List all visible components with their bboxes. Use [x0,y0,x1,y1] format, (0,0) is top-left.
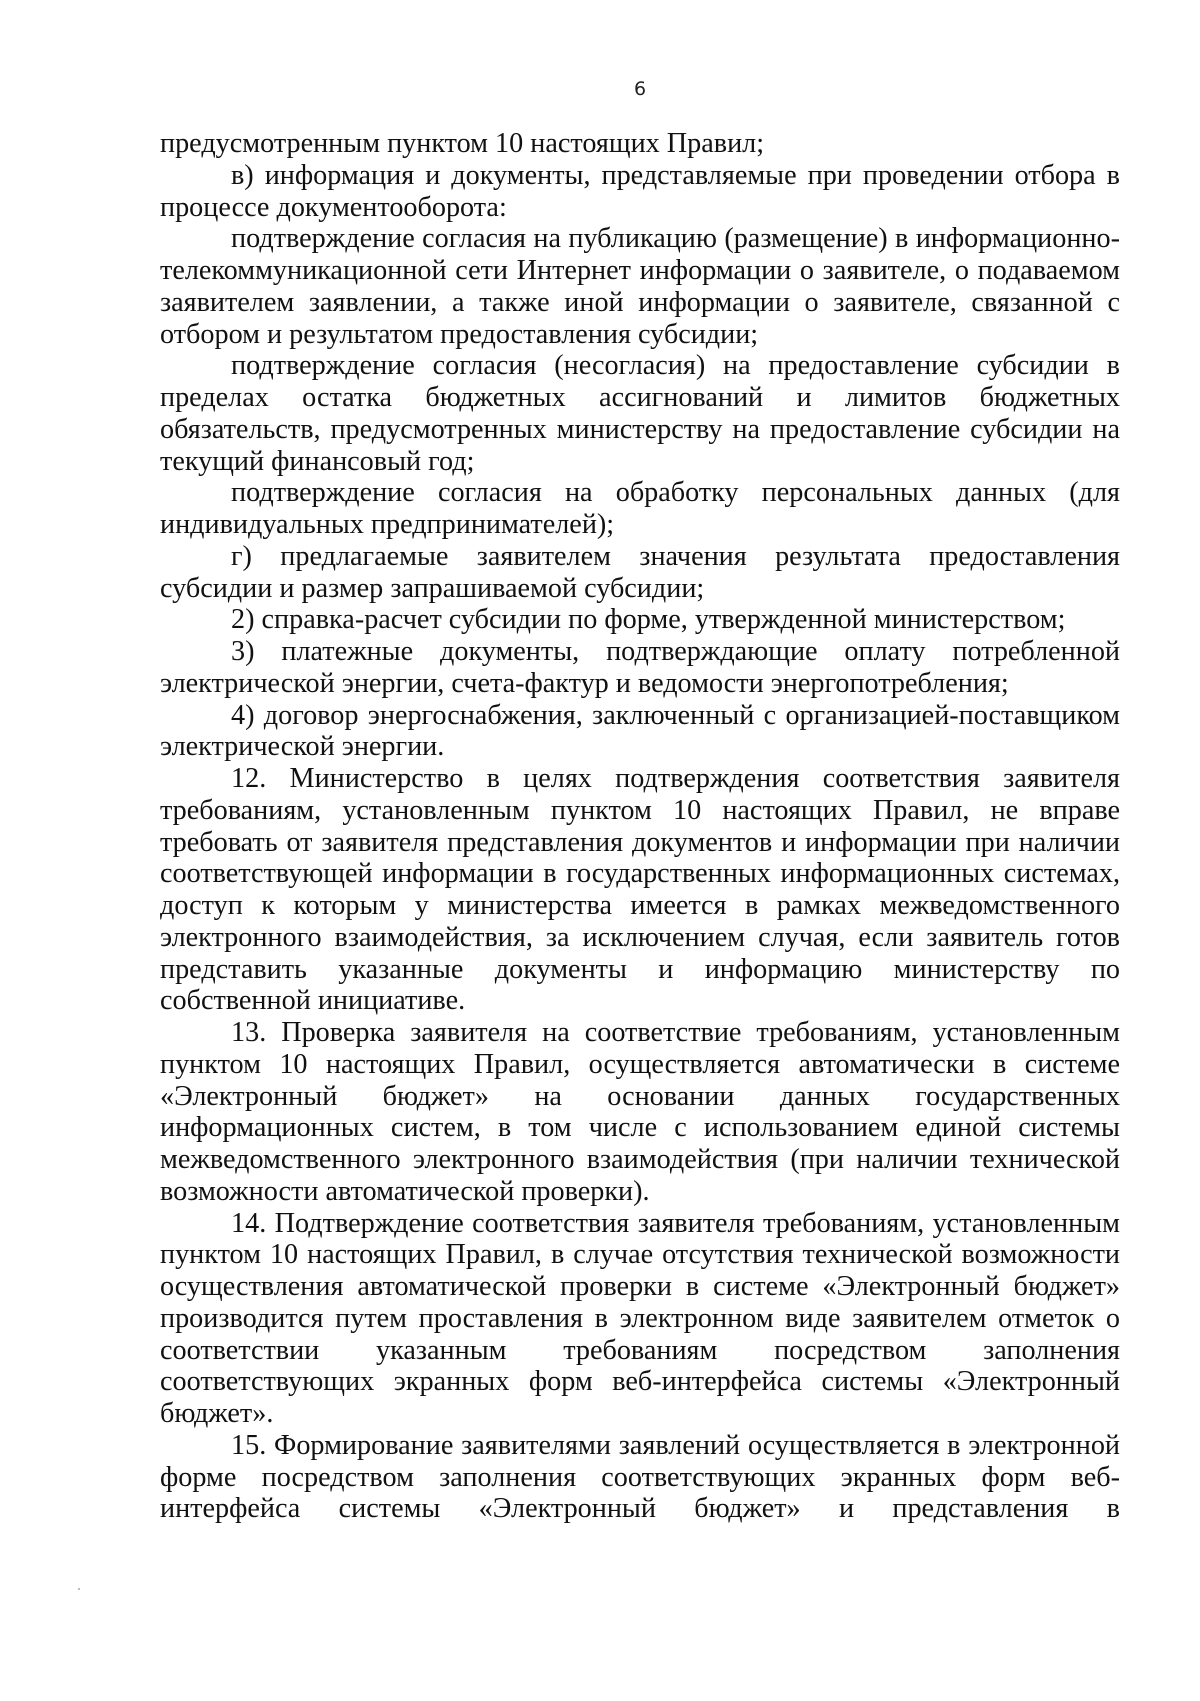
paragraph-item-4: 4) договор энергоснабжения, заключенный с организацией-поставщиком электрической энергии. [160,699,1120,763]
paragraph-consent-publication: подтверждение согласия на публикацию (размещение) в информационно-телекоммуникационной сети Интернет информации о заявителе, о подаваемом заявителем заявлении, а также иной информации о заявителе, связанной с отбором и результатом предоставления субсидии; [160,223,1120,350]
paragraph-clause-14: 14. Подтверждение соответствия заявителя требованиям, установленным пунктом 10 настоящих Правил, в случае отсутствия технической возможности осуществления автоматической проверки в системе «Электронный бюджет» производится путем проставления в электронном виде заявителем отметок о соответствии указанным требованиям посредством заполнения соответствующих экранных форм веб-интерфейса системы «Электронный бюджет». [160,1207,1120,1429]
paragraph-consent-subsidy: подтверждение согласия (несогласия) на предоставление субсидии в пределах остатка бюджетных ассигнований и лимитов бюджетных обязательств, предусмотренных министерству на предоставление субсидии на текущий финансовый год; [160,350,1120,477]
paragraph-continuation: предусмотренным пунктом 10 настоящих Правил; [160,128,765,159]
paragraph-consent-personal-data: подтверждение согласия на обработку персональных данных (для индивидуальных предпринимателей); [160,477,1120,540]
paragraph-item-g: г) предлагаемые заявителем значения результата предоставления субсидии и размер запрашиваемой субсидии; [160,540,1120,604]
paragraph-item-2: 2) справка-расчет субсидии по форме, утвержденной министерством; [231,604,1066,636]
paragraph-clause-12: 12. Министерство в целях подтверждения соответствия заявителя требованиям, установленным пунктом 10 настоящих Правил, не вправе требовать от заявителя представления документов и информации при наличии соответствующей информации в государственных информационных системах, доступ к которым у министерства имеется в рамках межведомственного электронного взаимодействия, за исключением случая, если заявитель готов представить указанные документы и информацию министерству по собственной инициативе. [160,763,1120,1017]
page-number: 6 [633,78,647,100]
paragraph-clause-13: 13. Проверка заявителя на соответствие требованиям, установленным пунктом 10 настоящих Правил, осуществляется автоматически в системе «Электронный бюджет» на основании данных государственных информационных систем, в том числе с использованием единой системы межведомственного электронного взаимодействия (при наличии технической возможности автоматической проверки). [160,1017,1120,1207]
paragraph-clause-15: 15. Формирование заявителями заявлений осуществляется в электронной форме посредством заполнения соответствующих экранных форм веб-интерфейса системы «Электронный бюджет» и представления в [160,1429,1120,1525]
document-body [160,128,1120,1525]
scan-artifact [78,1588,80,1590]
paragraph-item-3: 3) платежные документы, подтверждающие оплату потребленной электрической энергии, счета-фактур и ведомости энергопотребления; [160,636,1120,699]
paragraph-item-v: в) информация и документы, представляемые при проведении отбора в процессе документооборота: [160,159,1120,223]
